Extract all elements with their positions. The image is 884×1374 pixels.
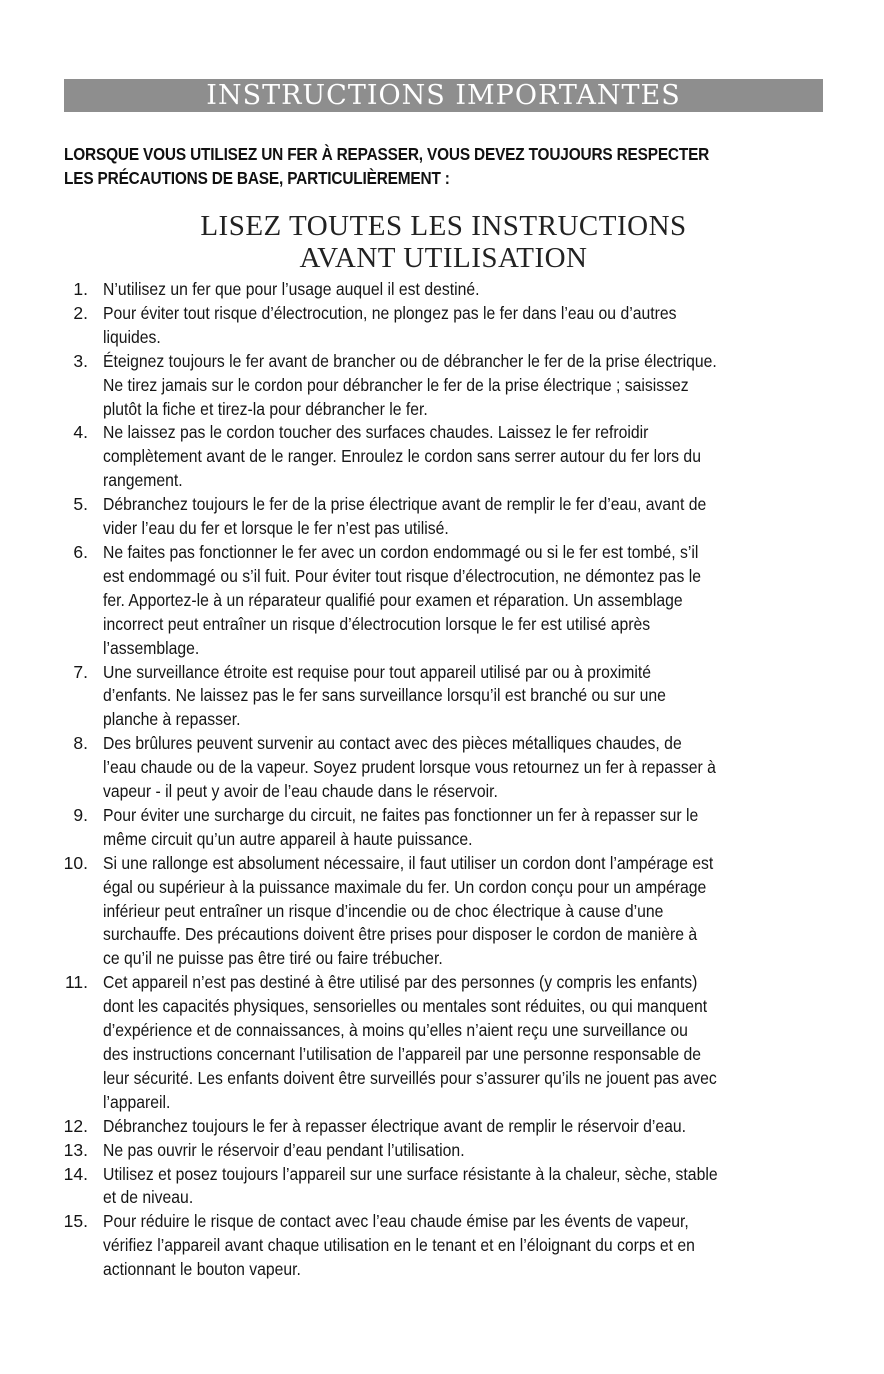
item-line: Éteignez toujours le fer avant de brancher ou de débrancher le fer de la prise électrique. (103, 350, 717, 371)
item-line: Ne laissez pas le cordon toucher des surfaces chaudes. Laissez le fer refroidir (103, 422, 649, 443)
list-item (58, 804, 828, 852)
list-item (58, 302, 828, 350)
item-text (103, 1210, 756, 1282)
item-text (103, 350, 756, 422)
section-subtitle (64, 210, 823, 274)
item-line: leur sécurité. Les enfants doivent être surveillés pour s’assurer qu’ils ne jouent pas avec (103, 1067, 717, 1088)
item-number: 11. (64, 972, 88, 993)
list-item (58, 350, 828, 422)
item-number: 1. (73, 279, 88, 299)
item-number: 3. (73, 350, 88, 371)
item-line: Ne faites pas fonctionner le fer avec un cordon endommagé ou si le fer est tombé, s’il (103, 541, 699, 562)
item-line: égal ou supérieur à la puissance maximale du fer. Un cordon conçu pour un ampérage (103, 876, 707, 897)
item-line: Si une rallonge est absolument nécessaire, il faut utiliser un cordon dont l’ampérage est (103, 852, 714, 873)
item-line: l’appareil. (103, 1091, 171, 1112)
item-line: vérifiez l’appareil avant chaque utilisation en le tenant et en l’éloignant du corps et en (103, 1235, 695, 1256)
item-line: vapeur - il peut y avoir de l’eau chaude dans le réservoir. (103, 781, 498, 802)
item-text (103, 421, 756, 493)
item-number: 4. (73, 422, 88, 443)
item-text (103, 278, 756, 302)
item-text (103, 493, 756, 541)
item-number: 13. (63, 1139, 88, 1160)
item-line: ce qu’il ne puisse pas être tiré ou faire trébucher. (103, 948, 443, 969)
item-number: 12. (63, 1115, 88, 1136)
item-line: Utilisez et posez toujours l’appareil sur une surface résistante à la chaleur, sèche, stable (103, 1163, 718, 1184)
subtitle-line-2: AVANT UTILISATION (299, 242, 588, 274)
list-item (58, 278, 828, 302)
item-text (103, 1139, 756, 1163)
warning-heading (64, 142, 759, 190)
item-line: des instructions concernant l’utilisation de l’appareil par une personne responsable de (103, 1044, 702, 1064)
item-line: même circuit qu’un autre appareil à haute puissance. (103, 828, 473, 849)
item-line: planche à repasser. (103, 709, 241, 730)
list-item (58, 1163, 828, 1211)
item-line: Pour éviter tout risque d’électrocution, ne plongez pas le fer dans l’eau ou d’autres (103, 302, 677, 323)
item-line: Pour éviter une surcharge du circuit, ne faites pas fonctionner un fer à repasser sur le (103, 804, 699, 825)
item-number: 9. (73, 804, 88, 825)
list-item (58, 1139, 828, 1163)
item-text (103, 1115, 756, 1139)
item-text (103, 302, 756, 350)
item-text (103, 852, 756, 972)
item-line: actionnant le bouton vapeur. (103, 1259, 301, 1280)
item-number: 2. (73, 302, 88, 323)
item-number: 14. (63, 1163, 88, 1184)
item-text (103, 971, 756, 1114)
item-line: vider l’eau du fer et lorsque le fer n’est pas utilisé. (103, 518, 449, 539)
item-line: plutôt la fiche et tirez-la pour débrancher le fer. (103, 398, 428, 419)
item-line: Ne tirez jamais sur le cordon pour débrancher le fer de la prise électrique ; saisissez (103, 374, 689, 395)
item-line: Cet appareil n’est pas destiné à être utilisé par des personnes (y compris les enfants) (103, 972, 698, 993)
item-line: incorrect peut entraîner un risque d’électrocution lorsque le fer est utilisé après (103, 613, 651, 634)
subtitle-line-1: LISEZ TOUTES LES INSTRUCTIONS (200, 210, 687, 242)
list-item (58, 493, 828, 541)
item-line: N’utilisez un fer que pour l’usage auquel il est destiné. (103, 279, 480, 299)
item-line: fer. Apportez-le à un réparateur qualifié pour examen et réparation. Un assemblage (103, 589, 683, 610)
item-line: l’assemblage. (103, 637, 200, 658)
instructions-list (58, 278, 828, 1282)
item-number: 10. (63, 852, 88, 873)
item-line: dont les capacités physiques, sensorielles ou mentales sont réduites, ou qui manquent (103, 996, 708, 1017)
item-line: complètement avant de le ranger. Enroulez le cordon sans serrer autour du fer lors du (103, 446, 701, 467)
item-number: 5. (73, 494, 88, 515)
item-text (103, 541, 756, 661)
item-line: liquides. (103, 326, 161, 347)
item-number: 15. (63, 1211, 88, 1232)
item-line: surchauffe. Des précautions doivent être prises pour disposer le cordon de manière à (103, 924, 698, 945)
list-item (58, 971, 828, 1114)
title-banner (64, 79, 823, 112)
item-line: Débranchez toujours le fer de la prise électrique avant de remplir le fer d’eau, avant de (103, 494, 707, 515)
item-line: Pour réduire le risque de contact avec l’eau chaude émise par les évents de vapeur, (103, 1211, 689, 1232)
list-item (58, 1115, 828, 1139)
list-item (58, 541, 828, 661)
item-line: d’enfants. Ne laissez pas le fer sans surveillance lorsqu’il est branché ou sur une (103, 685, 666, 706)
item-number: 6. (73, 541, 88, 562)
item-line: l’eau chaude ou de la vapeur. Soyez prudent lorsque vous retournez un fer à repasser à (103, 757, 716, 778)
item-text (103, 732, 756, 804)
item-number: 7. (73, 661, 88, 682)
list-item (58, 661, 828, 733)
warning-line-2: LES PRÉCAUTIONS DE BASE, PARTICULIÈREMENT : (64, 168, 450, 188)
list-item (58, 421, 828, 493)
item-text (103, 804, 756, 852)
item-line: Des brûlures peuvent survenir au contact avec des pièces métalliques chaudes, de (103, 733, 682, 754)
item-line: d’expérience et de connaissances, à moins qu’elles n’aient reçu une surveillance ou (103, 1020, 688, 1041)
item-line: Ne pas ouvrir le réservoir d’eau pendant l’utilisation. (103, 1139, 465, 1160)
item-text (103, 661, 756, 733)
list-item (58, 732, 828, 804)
item-line: est endommagé ou s’il fuit. Pour éviter tout risque d’électrocution, ne démontez pas le (103, 565, 701, 586)
item-line: Débranchez toujours le fer à repasser électrique avant de remplir le réservoir d’eau. (103, 1115, 687, 1136)
warning-line-1: LORSQUE VOUS UTILISEZ UN FER À REPASSER, VOUS DEVEZ TOUJOURS RESPECTER (64, 144, 710, 164)
item-line: et de niveau. (103, 1187, 194, 1208)
item-line: Une surveillance étroite est requise pour tout appareil utilisé par ou à proximité (103, 661, 652, 682)
item-line: inférieur peut entraîner un risque d’incendie ou de choc électrique à cause d’une (103, 900, 664, 921)
page-title: INSTRUCTIONS IMPORTANTES (206, 80, 681, 111)
item-text (103, 1163, 756, 1211)
list-item (58, 852, 828, 972)
list-item (58, 1210, 828, 1282)
item-number: 8. (73, 733, 88, 754)
item-line: rangement. (103, 470, 183, 491)
